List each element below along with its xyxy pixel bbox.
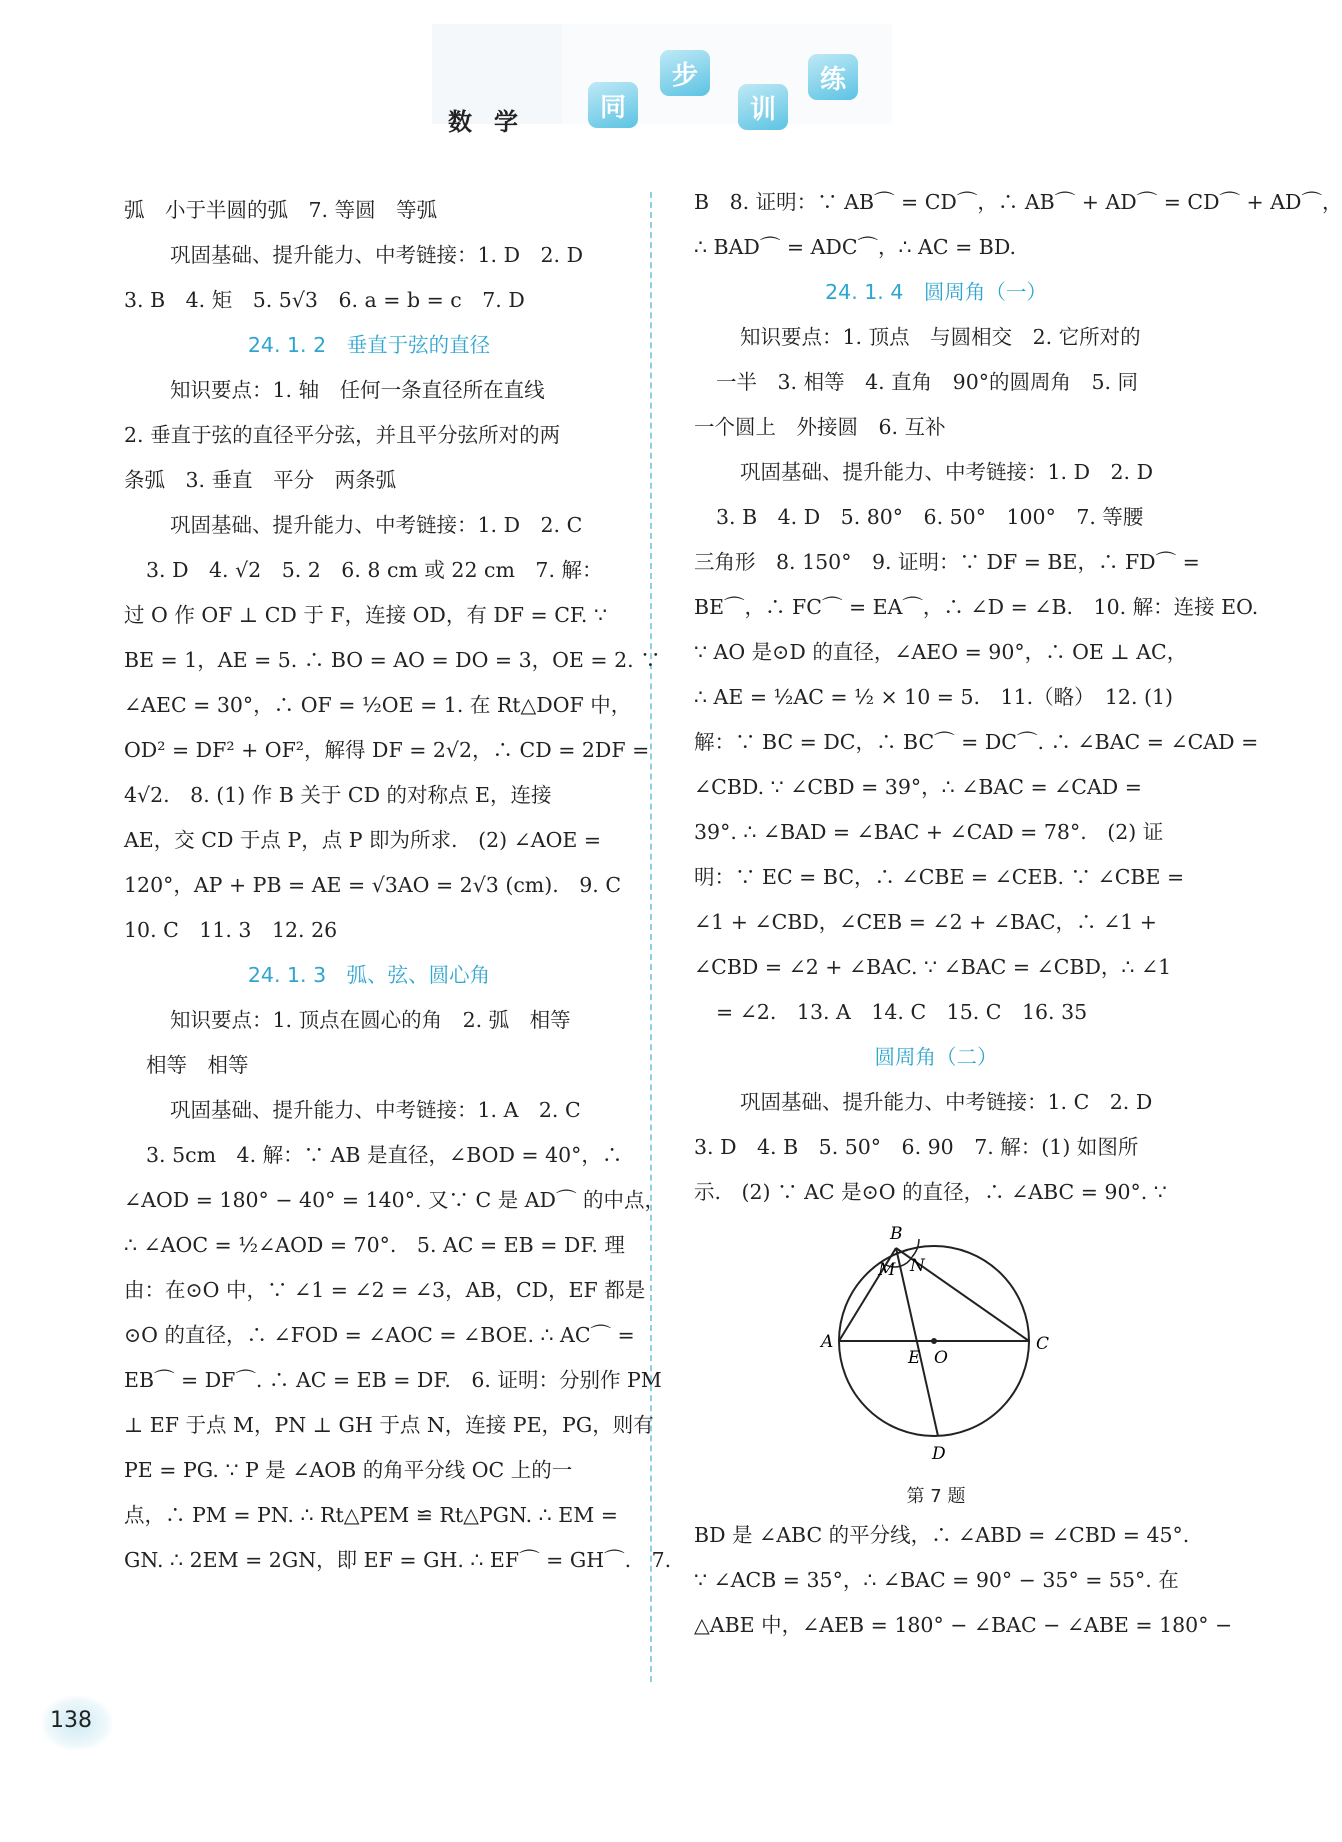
text-line: 弧 小于半圆的弧 7. 等圆 等弧 <box>124 198 438 222</box>
text-line: = ∠2. 13. A 14. C 15. C 16. 35 <box>716 1000 1088 1024</box>
figure-caption: 第 7 题 <box>906 1486 966 1507</box>
text-line: 3. 5cm 4. 解：∵ AB 是直径，∠BOD = 40°，∴ <box>146 1143 623 1167</box>
label-e: E <box>908 1348 921 1368</box>
text-line: ∠CBD. ∵ ∠CBD = 39°，∴ ∠BAC = ∠CAD = <box>694 775 1142 799</box>
text-line: ∠AEC = 30°，∴ OF = ½OE = 1. 在 Rt△DOF 中， <box>124 693 632 717</box>
title-char-4: 练 <box>808 54 858 100</box>
text-line: ∵ AO 是⊙D 的直径，∠AEO = 90°，∴ OE ⊥ AC， <box>694 640 1188 664</box>
text-line: B 8. 证明：∵ AB⌒ = CD⌒，∴ AB⌒ + AD⌒ = CD⌒ + AD⌒， <box>694 190 1342 214</box>
text-line: 3. D 4. B 5. 50° 6. 90 7. 解：(1) 如图所 <box>694 1135 1139 1159</box>
label-m: M <box>878 1260 896 1280</box>
text-line: EB⌒ = DF⌒. ∴ AC = EB = DF. 6. 证明：分别作 PM <box>124 1368 662 1392</box>
text-line: 解：∵ BC = DC，∴ BC⌒ = DC⌒. ∴ ∠BAC = ∠CAD = <box>694 730 1259 754</box>
page-header <box>0 0 1250 150</box>
page-number: 138 <box>50 1708 92 1733</box>
label-o: O <box>934 1348 948 1368</box>
text-line: 一半 3. 相等 4. 直角 90°的圆周角 5. 同 <box>716 370 1139 394</box>
text-line: 过 O 作 OF ⊥ CD 于 F，连接 OD，有 DF = CF. ∵ <box>124 603 608 627</box>
text-line: 2. 垂直于弦的直径平分弦，并且平分弦所对的两 <box>124 423 561 447</box>
text-line: BD 是 ∠ABC 的平分线，∴ ∠ABD = ∠CBD = 45°. <box>694 1523 1190 1547</box>
label-n: N <box>910 1256 925 1276</box>
text-line: ∴ AE = ½AC = ½ × 10 = 5. 11.（略） 12. (1) <box>694 685 1174 709</box>
label-b: B <box>890 1224 903 1244</box>
label-a: A <box>821 1332 834 1352</box>
title-char-2: 步 <box>660 50 710 96</box>
text-line: 巩固基础、提升能力、中考链接：1. D 2. C <box>170 513 583 537</box>
column-divider <box>650 192 652 1682</box>
text-line: ∴ ∠AOC = ½∠AOD = 70°. 5. AC = EB = DF. 理 <box>124 1233 625 1257</box>
circle-diagram <box>814 1221 1054 1471</box>
right-column-bottom <box>694 1513 1233 1648</box>
text-line: ∴ BAD⌒ = ADC⌒，∴ AC = BD. <box>694 235 1017 259</box>
text-line: 知识要点：1. 轴 任何一条直径所在直线 <box>170 378 545 402</box>
page-number-badge <box>42 1696 112 1750</box>
text-line: 3. B 4. D 5. 80° 6. 50° 100° 7. 等腰 <box>716 505 1144 529</box>
title-char-3: 训 <box>738 84 788 130</box>
text-line: 三角形 8. 150° 9. 证明：∵ DF = BE，∴ FD⌒ = <box>694 550 1200 574</box>
text-line: 条弧 3. 垂直 平分 两条弧 <box>124 468 397 492</box>
text-line: 知识要点：1. 顶点 与圆相交 2. 它所对的 <box>740 325 1141 349</box>
text-line: 巩固基础、提升能力、中考链接：1. C 2. D <box>740 1090 1153 1114</box>
text-line: OD² = DF² + OF²，解得 DF = 2√2，∴ CD = 2DF = <box>124 738 650 762</box>
text-line: 3. B 4. 矩 5. 5√3 6. a = b = c 7. D <box>124 288 525 312</box>
text-line: 知识要点：1. 顶点在圆心的角 2. 弧 相等 <box>170 1008 571 1032</box>
section-heading: 24. 1. 4 圆周角（一） <box>825 280 1047 304</box>
text-line: 一个圆上 外接圆 6. 互补 <box>694 415 946 439</box>
text-line: 巩固基础、提升能力、中考链接：1. A 2. C <box>170 1098 581 1122</box>
text-line: ⊥ EF 于点 M，PN ⊥ GH 于点 N，连接 PE，PG，则有 <box>124 1413 654 1437</box>
center-point <box>931 1338 937 1344</box>
right-column <box>694 180 1342 1648</box>
text-line: 明：∵ EC = BC，∴ ∠CBE = ∠CEB. ∵ ∠CBE = <box>694 865 1185 889</box>
title-char-1: 同 <box>588 82 638 128</box>
text-line: 39°. ∴ ∠BAD = ∠BAC + ∠CAD = 78°. (2) 证 <box>694 820 1164 844</box>
text-line: △ABE 中，∠AEB = 180° − ∠BAC − ∠ABE = 180° − <box>694 1613 1233 1637</box>
text-line: AE，交 CD 于点 P，点 P 即为所求. (2) ∠AOE = <box>124 828 602 852</box>
section-heading: 24. 1. 3 弧、弦、圆心角 <box>247 963 491 987</box>
text-line: ∠CBD = ∠2 + ∠BAC. ∵ ∠BAC = ∠CBD，∴ ∠1 <box>694 955 1172 979</box>
text-line: ⊙O 的直径，∴ ∠FOD = ∠AOC = ∠BOE. ∴ AC⌒ = <box>124 1323 635 1347</box>
left-column <box>124 180 672 1583</box>
text-line: 由：在⊙O 中，∵ ∠1 = ∠2 = ∠3，AB，CD，EF 都是 <box>124 1278 646 1302</box>
figure-7 <box>694 1221 1178 1481</box>
text-line: 4√2. 8. (1) 作 B 关于 CD 的对称点 E，连接 <box>124 783 552 807</box>
label-c: C <box>1036 1334 1050 1354</box>
label-d: D <box>932 1444 946 1464</box>
text-line: 10. C 11. 3 12. 26 <box>124 918 338 942</box>
text-line: 3. D 4. √2 5. 2 6. 8 cm 或 22 cm 7. 解： <box>146 558 603 582</box>
text-line: 巩固基础、提升能力、中考链接：1. D 2. D <box>740 460 1154 484</box>
text-line: 点，∴ PM = PN. ∴ Rt△PEM ≌ Rt△PGN. ∴ EM = <box>124 1503 618 1527</box>
text-line: BE⌒，∴ FC⌒ = EA⌒，∴ ∠D = ∠B. 10. 解：连接 EO. <box>694 595 1259 619</box>
text-line: PE = PG. ∵ P 是 ∠AOB 的角平分线 OC 上的一 <box>124 1458 573 1482</box>
text-line: GN. ∴ 2EM = 2GN，即 EF = GH. ∴ EF⌒ = GH⌒. 7. <box>124 1548 672 1572</box>
text-line: ∵ ∠ACB = 35°，∴ ∠BAC = 90° − 35° = 55°. 在 <box>694 1568 1179 1592</box>
text-line: 示. (2) ∵ AC 是⊙O 的直径，∴ ∠ABC = 90°. ∵ <box>694 1180 1167 1204</box>
text-line: BE = 1，AE = 5. ∴ BO = AO = DO = 3，OE = 2. ∵ <box>124 648 661 672</box>
text-line: 相等 相等 <box>146 1053 249 1077</box>
text-line: 巩固基础、提升能力、中考链接：1. D 2. D <box>170 243 584 267</box>
text-line: 120°，AP + PB = AE = √3AO = 2√3 (cm). 9. C <box>124 873 622 897</box>
subject-label: 数学 <box>448 108 540 136</box>
right-column-top <box>694 180 1342 1215</box>
section-heading: 24. 1. 2 垂直于弦的直径 <box>247 333 491 357</box>
section-heading: 圆周角（二） <box>874 1045 998 1069</box>
text-line: ∠AOD = 180° − 40° = 140°. 又∵ C 是 AD⌒ 的中点， <box>124 1188 665 1212</box>
text-line: ∠1 + ∠CBD，∠CEB = ∠2 + ∠BAC，∴ ∠1 + <box>694 910 1157 934</box>
